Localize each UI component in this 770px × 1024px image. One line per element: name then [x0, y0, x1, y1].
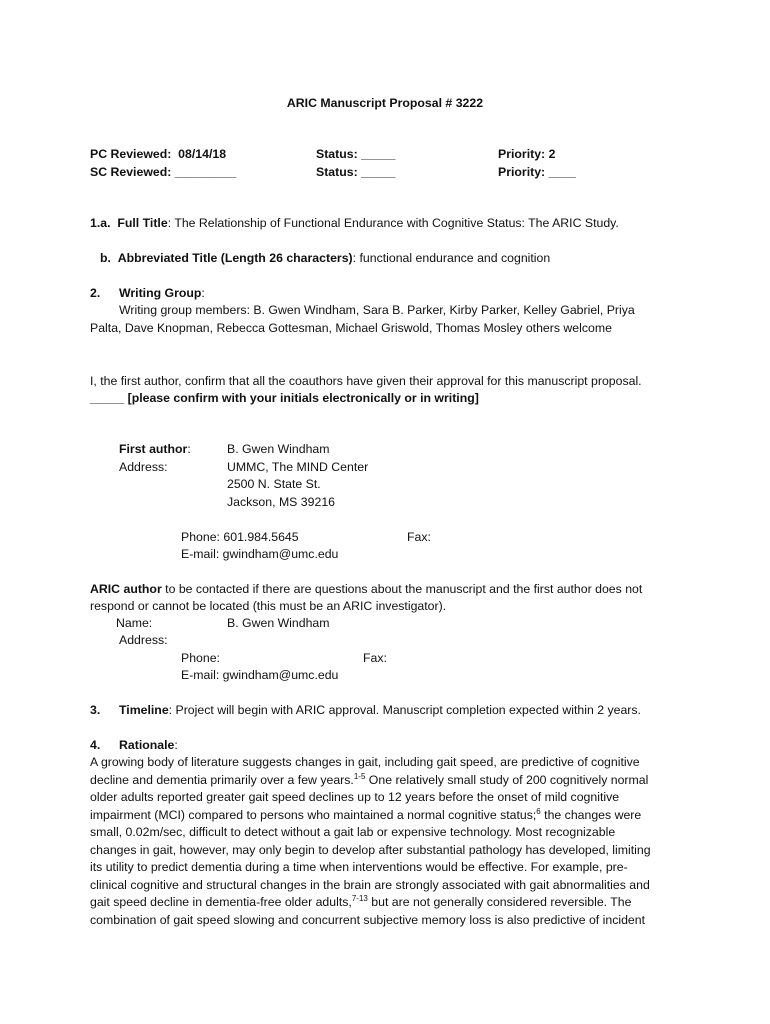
first-author-address-line1: UMMC, The MIND Center — [227, 460, 369, 474]
section-number — [90, 737, 100, 754]
first-author-address-line2: 2500 N. State St. — [227, 477, 321, 491]
page-title: ARIC Manuscript Proposal # 3222 — [286, 96, 484, 110]
text-run: decline and dementia primarily over a few years. — [90, 772, 354, 787]
abbreviated-title-label: Abbreviated Title (Length 26 characters) — [117, 251, 353, 265]
section-number: 2. — [90, 286, 101, 300]
aric-author-label: ARIC author — [90, 582, 162, 596]
confirmation-statement: I, the first author, confirm that all the coauthors have given their approval for this manuscript proposal. — [90, 374, 642, 388]
first-author-address-line3: Jackson, MS 39216 — [227, 495, 336, 509]
rationale-line — [90, 894, 690, 912]
sc-reviewed-label: SC Reviewed: — [90, 165, 172, 179]
section-number — [90, 702, 100, 719]
rationale-line: A growing body of literature suggests changes in gait, including gait speed, are predictive of cognitive — [90, 755, 640, 769]
confirmation-initials-line: _____ [please confirm with your initials electronically or in writing] — [90, 391, 479, 405]
section-number: 1.a. — [90, 216, 111, 230]
abbreviated-title-text: : functional endurance and cognition — [352, 251, 551, 265]
colon: : — [187, 442, 191, 456]
aric-author-fax: Fax: — [363, 651, 387, 665]
aric-author-name: B. Gwen Windham — [227, 616, 330, 630]
text-run: impairment (MCI) compared to persons who maintained a normal cognitive status; — [90, 807, 537, 822]
aric-author-email: E-mail: gwindham@umc.edu — [181, 668, 339, 682]
text-run: the changes were — [540, 807, 642, 822]
aric-author-address-label: Address: — [119, 633, 168, 647]
status-2: Status: _____ — [316, 165, 396, 179]
timeline-label: Timeline — [119, 703, 169, 717]
text-run: but are not generally considered reversible. The — [367, 895, 632, 909]
rationale-line: small, 0.02m/sec, difficult to detect without a gait lab or expensive technology. Most recognizable — [90, 825, 616, 839]
section-number-label: 4. — [90, 738, 101, 752]
rationale-line: older adults reported greater gait speed declines up to 12 years before the onset of mild cognitive — [90, 790, 620, 804]
rationale-line: its utility to predict dementia during a time when interventions would be effective. For example, pre- — [90, 860, 628, 874]
section-timeline — [119, 702, 641, 719]
first-author-label: First author — [119, 442, 188, 456]
rationale-line — [90, 807, 690, 825]
aric-author-text: to be contacted if there are questions about the manuscript and the first author does not — [161, 582, 643, 596]
full-title-text: : The Relationship of Functional Endurance with Cognitive Status: The ARIC Study. — [167, 216, 619, 230]
writing-group-members-line2: Palta, Dave Knopman, Rebecca Gottesman, Michael Griswold, Thomas Mosley others welcome — [90, 321, 612, 335]
first-author-name: B. Gwen Windham — [227, 442, 330, 456]
colon: : — [174, 738, 178, 752]
first-author-email: E-mail: gwindham@umc.edu — [181, 547, 339, 561]
aric-author-name-label: Name: — [116, 616, 153, 630]
first-author-phone: Phone: 601.984.5645 — [181, 530, 299, 544]
section-full-title — [90, 215, 619, 232]
pc-reviewed-label: PC Reviewed: — [90, 147, 172, 161]
writing-group-members-line1: Writing group members: B. Gwen Windham, Sara B. Parker, Kirby Parker, Kelley Gabriel, Priya — [119, 303, 635, 317]
rationale-line: changes in gait, however, may only begin to develop after substantial pathology has developed, limiting — [90, 842, 651, 857]
citation: 7-13 — [351, 893, 368, 903]
priority-2: Priority: ____ — [498, 165, 576, 179]
text-run: gait speed decline in dementia-free older adults, — [90, 895, 352, 909]
first-author-address-label: Address: — [119, 460, 168, 474]
section-number-label: 3. — [90, 703, 101, 717]
pc-reviewed — [90, 146, 226, 163]
aric-author-phone: Phone: — [181, 651, 220, 665]
timeline-text: : Project will begin with ARIC approval. Manuscript completion expected within 2 years. — [168, 703, 641, 717]
text-run: One relatively small study of 200 cognitively normal — [365, 772, 649, 787]
citation: 6 — [536, 806, 541, 816]
aric-author-line1 — [90, 581, 642, 598]
first-author-fax: Fax: — [407, 530, 431, 544]
section-number: b. — [100, 251, 111, 265]
rationale-line — [90, 772, 690, 790]
priority-1: Priority: 2 — [498, 147, 556, 161]
aric-author-line2: respond or cannot be located (this must be an ARIC investigator). — [90, 599, 447, 613]
rationale-heading — [119, 737, 178, 754]
status-1: Status: _____ — [316, 147, 396, 161]
writing-group-heading — [119, 285, 205, 302]
full-title-label: Full Title — [117, 216, 168, 230]
section-abbreviated-title — [100, 250, 550, 267]
rationale-line: clinical cognitive and structural changes in the brain are strongly associated with gait abnormalities and — [90, 877, 650, 892]
pc-reviewed-date: 08/14/18 — [178, 147, 227, 161]
colon: : — [201, 286, 205, 300]
first-author-heading — [119, 441, 191, 458]
writing-group-label: Writing Group — [119, 286, 202, 300]
sc-reviewed — [90, 164, 236, 181]
rationale-line: combination of gait speed slowing and concurrent subjective memory loss is also predictive of incident — [90, 912, 646, 927]
section-writing-group-heading — [90, 285, 100, 302]
citation: 1-5 — [353, 771, 366, 781]
sc-reviewed-date: _________ — [174, 165, 237, 179]
rationale-label: Rationale — [119, 738, 175, 752]
rationale-paragraph — [90, 754, 690, 929]
